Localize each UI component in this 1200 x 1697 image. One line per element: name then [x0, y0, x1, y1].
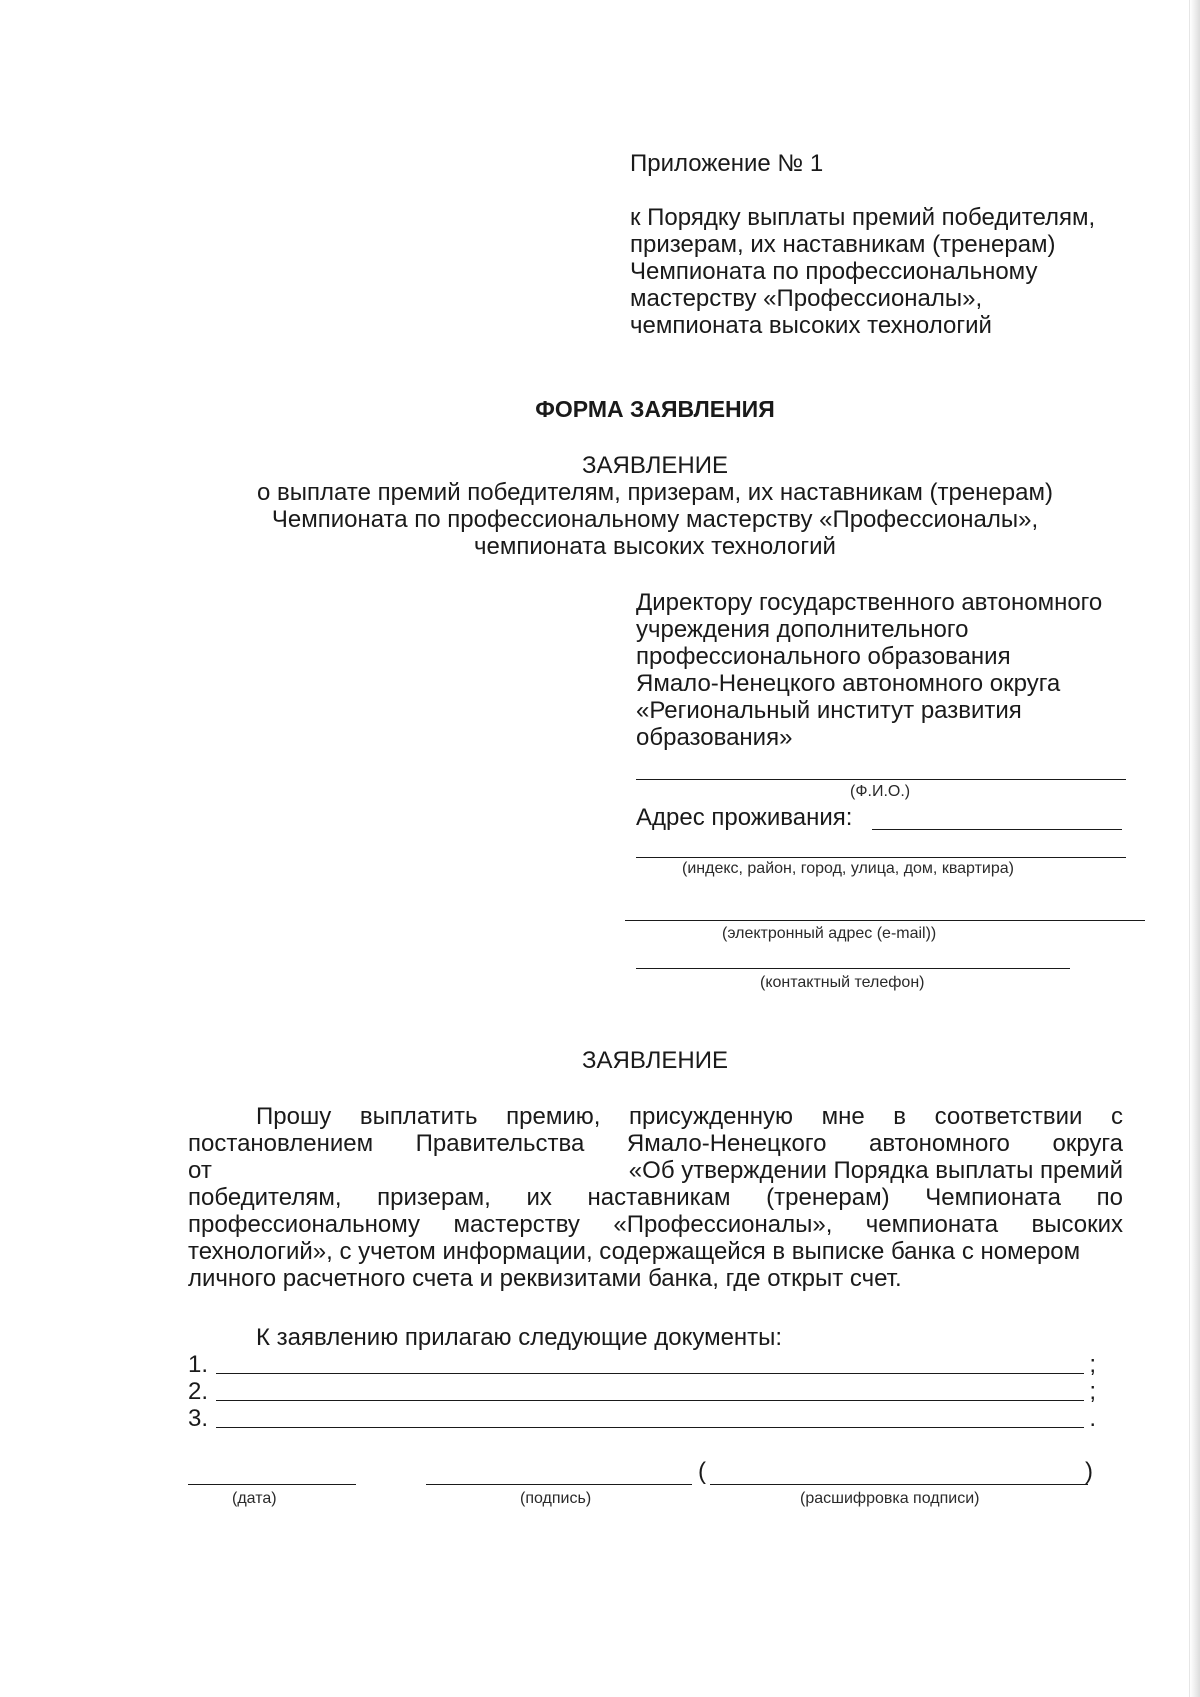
signature-field-line[interactable] [426, 1484, 692, 1485]
word: в [893, 1103, 907, 1130]
address-field-line[interactable] [872, 829, 1122, 830]
decoding-caption: (расшифровка подписи) [800, 1490, 980, 1507]
addressee-line: профессионального образования [636, 643, 1011, 670]
paragraph-line [188, 1130, 1123, 1157]
paragraph-line [188, 1103, 1123, 1130]
email-field-line[interactable] [625, 920, 1145, 921]
date-field-line[interactable] [188, 1484, 356, 1485]
address-field-line-2[interactable] [636, 857, 1126, 858]
word: чемпионата [865, 1211, 999, 1238]
word: Ямало-Ненецкого [626, 1130, 827, 1157]
word: по [1096, 1184, 1123, 1211]
word: от [188, 1157, 212, 1184]
word: премию, [506, 1103, 601, 1130]
addressee-line: учреждения дополнительного [636, 616, 969, 643]
word: с [1111, 1103, 1123, 1130]
paragraph-line [188, 1184, 1123, 1211]
application-header-line: о выплате премий победителям, призерам, их наставникам (тренерам) [257, 479, 1053, 506]
address-label: Адрес проживания: [636, 804, 853, 831]
fio-field-line[interactable] [636, 779, 1126, 780]
word: автономного [868, 1130, 1010, 1157]
phone-caption: (контактный телефон) [760, 974, 925, 991]
application-header [150, 452, 1160, 560]
addressee-line: Директору государственного автономного [636, 589, 1103, 616]
paragraph-line [188, 1211, 1123, 1238]
word: профессиональному [188, 1211, 421, 1238]
page-edge [1189, 0, 1200, 1697]
word: Чемпионата [925, 1184, 1061, 1211]
attachment-field-line[interactable] [216, 1400, 1084, 1401]
attachment-field-line[interactable] [216, 1427, 1084, 1428]
signature-caption: (подпись) [520, 1490, 592, 1507]
addressee-line: Ямало-Ненецкого автономного округа [636, 670, 1061, 697]
word: победителям, [188, 1184, 342, 1211]
word: высоких [1031, 1211, 1123, 1238]
attachment-terminator: ; [1089, 1351, 1096, 1378]
word: округа [1052, 1130, 1123, 1157]
word: «Профессионалы», [613, 1211, 833, 1238]
attachment-terminator: . [1089, 1405, 1096, 1432]
addressee-line: образования» [636, 724, 793, 751]
word: соответствии [934, 1103, 1083, 1130]
phone-field-line[interactable] [636, 968, 1070, 969]
attachment-row-2 [188, 1378, 1096, 1405]
form-title: ФОРМА ЗАЯВЛЕНИЯ [535, 396, 775, 422]
appendix-line: мастерству «Профессионалы», [630, 285, 983, 312]
paragraph-line [188, 1265, 1123, 1292]
word: выплатить [359, 1103, 478, 1130]
close-paren: ) [1085, 1458, 1093, 1485]
open-paren: ( [698, 1458, 706, 1485]
attachment-number: 3. [188, 1405, 209, 1432]
word: личного расчетного счета и реквизитами банка, где открыт счет. [188, 1265, 902, 1292]
attachment-number: 2. [188, 1378, 209, 1405]
attachment-row-1 [188, 1351, 1096, 1378]
appendix-line: к Порядку выплаты премий победителям, [630, 204, 1096, 231]
appendix-line: чемпионата высоких технологий [630, 312, 992, 339]
address-caption: (индекс, район, город, улица, дом, квартира) [682, 860, 1014, 877]
decoding-field-line[interactable] [710, 1484, 1088, 1485]
appendix-line: Чемпионата по профессиональному [630, 258, 1038, 285]
date-caption: (дата) [232, 1490, 277, 1507]
fio-caption: (Ф.И.О.) [850, 783, 911, 800]
word: технологий», с учетом информации, содержащейся в выписке банка с номером [188, 1238, 1081, 1265]
attachment-row-3 [188, 1405, 1096, 1432]
addressee-line: «Региональный институт развития [636, 697, 1022, 724]
appendix-line: призерам, их наставникам (тренерам) [630, 231, 1056, 258]
attachment-field-line[interactable] [216, 1373, 1084, 1374]
word: постановлением [188, 1130, 374, 1157]
application-header-line: чемпионата высоких технологий [474, 533, 836, 560]
word: мне [821, 1103, 865, 1130]
appendix-title: Приложение № 1 [630, 150, 824, 177]
appendix-reference [630, 204, 1095, 339]
word: наставникам [587, 1184, 731, 1211]
word: (тренерам) [766, 1184, 890, 1211]
word: присужденную [629, 1103, 793, 1130]
word: Правительства [415, 1130, 585, 1157]
email-caption: (электронный адрес (e-mail)) [722, 925, 937, 942]
attachment-number: 1. [188, 1351, 209, 1378]
attachment-terminator: ; [1089, 1378, 1096, 1405]
word: их [526, 1184, 552, 1211]
application-header-title: ЗАЯВЛЕНИЕ [582, 452, 728, 479]
application-paragraph [188, 1103, 1123, 1292]
paragraph-line [188, 1238, 1123, 1265]
addressee-block [636, 589, 1102, 751]
application-header-line: Чемпионата по профессиональному мастерству «Профессионалы», [271, 506, 1039, 533]
body-title: ЗАЯВЛЕНИЕ [582, 1047, 728, 1074]
word: «Об утверждении Порядка выплаты премий [628, 1157, 1123, 1184]
word: мастерству [453, 1211, 580, 1238]
attachments-intro: К заявлению прилагаю следующие документы: [256, 1324, 783, 1351]
paragraph-line [188, 1157, 1123, 1184]
word: Прошу [256, 1103, 332, 1130]
word: призерам, [377, 1184, 491, 1211]
